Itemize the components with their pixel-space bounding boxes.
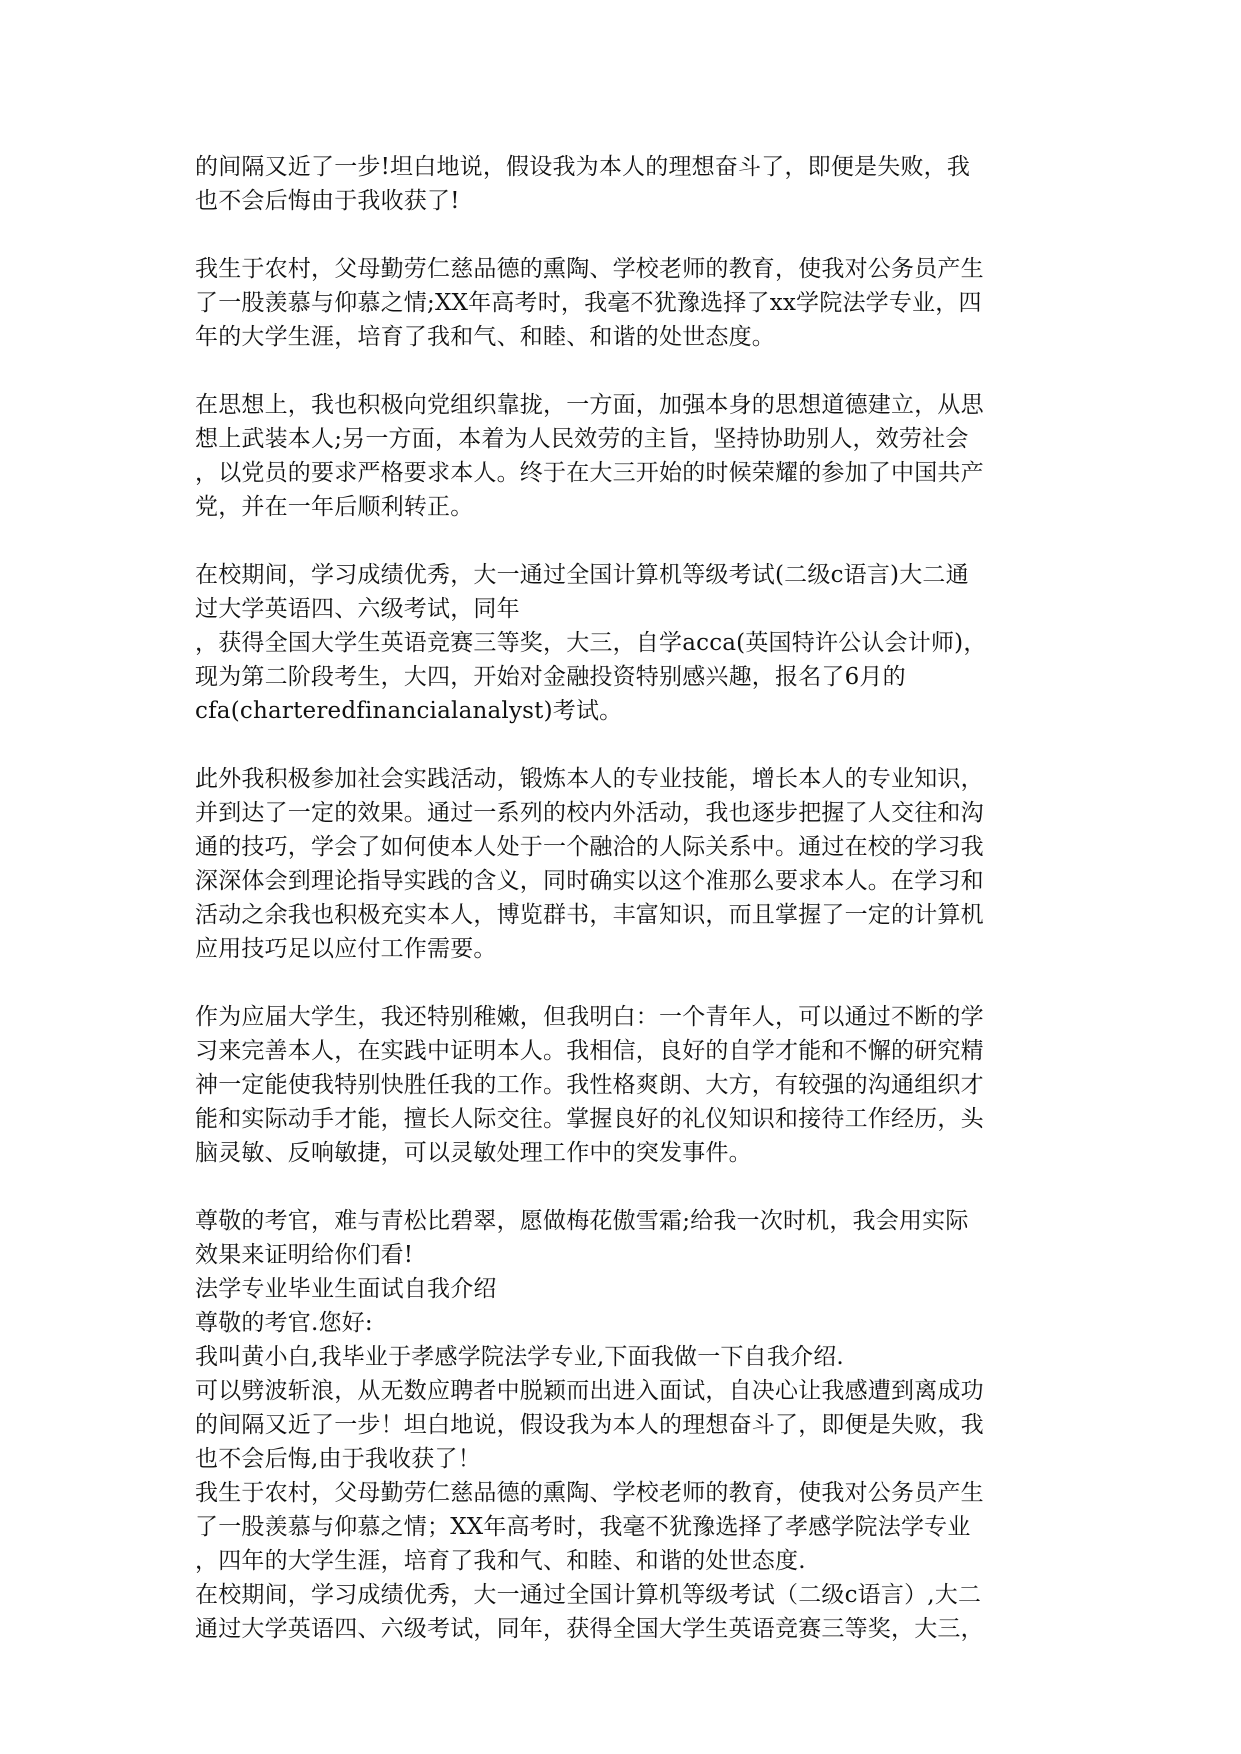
text-line: 也不会后悔,由于我收获了！ (195, 1446, 481, 1472)
text-line: 效果来证明给你们看! (195, 1242, 414, 1268)
text-line: 的间隔又近了一步！坦白地说，假设我为本人的理想奋斗了，即便是失败，我 (195, 1412, 984, 1438)
text-line: 在校期间，学习成绩优秀，大一通过全国计算机等级考试（二级c语言）,大二 (195, 1582, 982, 1608)
text-line: 应用技巧足以应付工作需要。 (195, 936, 497, 962)
text-line: ，获得全国大学生英语竞赛三等奖，大三，自学acca(英国特许公认会计师)， (195, 630, 987, 656)
text-line: 此外我积极参加社会实践活动，锻炼本人的专业技能，增长本人的专业知识， (195, 766, 984, 792)
text-line: 深深体会到理论指导实践的含义，同时确实以这个准那么要求本人。在学习和 (195, 868, 984, 894)
paragraph (195, 252, 1075, 354)
text-line: 过大学英语四、六级考试，同年 (195, 596, 520, 622)
text-line: 现为第二阶段考生，大四，开始对金融投资特别感兴趣，报名了6月的 (195, 664, 906, 690)
text-line: 党，并在一年后顺利转正。 (195, 494, 474, 520)
text-line: 也不会后悔由于我收获了! (195, 188, 460, 214)
text-line: 通过大学英语四、六级考试，同年，获得全国大学生英语竞赛三等奖，大三， (195, 1616, 984, 1642)
text-line: 想上武装本人;另一方面，本着为人民效劳的主旨，坚持协助别人，效劳社会 (195, 426, 969, 452)
text-line: 活动之余我也积极充实本人，博览群书，丰富知识，而且掌握了一定的计算机 (195, 902, 984, 928)
text-line: ，四年的大学生涯，培育了我和气、和睦、和谐的处世态度. (195, 1548, 806, 1574)
text-line: 年的大学生涯，培育了我和气、和睦、和谐的处世态度。 (195, 324, 775, 350)
text-line: 我叫黄小白,我毕业于孝感学院法学专业,下面我做一下自我介绍. (195, 1344, 844, 1370)
text-line: 的间隔又近了一步!坦白地说，假设我为本人的理想奋斗了，即便是失败，我 (195, 154, 971, 180)
text-line: 可以劈波斩浪，从无数应聘者中脱颖而出进入面试，自决心让我感遭到离成功 (195, 1378, 984, 1404)
text-line: 神一定能使我特别快胜任我的工作。我性格爽朗、大方，有较强的沟通组织才 (195, 1072, 984, 1098)
section-heading: 法学专业毕业生面试自我介绍 (195, 1276, 497, 1302)
paragraph (195, 558, 1075, 728)
paragraph (195, 762, 1075, 966)
text-line: 我生于农村，父母勤劳仁慈品德的熏陶、学校老师的教育，使我对公务员产生 (195, 256, 984, 282)
text-line: cfa(charteredfinancialanalyst)考试。 (195, 698, 623, 724)
text-line: 作为应届大学生，我还特别稚嫩，但我明白：一个青年人，可以通过不断的学 (195, 1004, 984, 1030)
paragraph (195, 150, 1075, 218)
salutation: 尊敬的考官.您好: (195, 1310, 373, 1336)
document-body (195, 150, 1075, 1646)
text-line: 在思想上，我也积极向党组织靠拢，一方面，加强本身的思想道德建立，从思 (195, 392, 984, 418)
text-line: 能和实际动手才能，擅长人际交往。掌握良好的礼仪知识和接待工作经历，头 (195, 1106, 984, 1132)
text-line: 了一股羡慕与仰慕之情；XX年高考时，我毫不犹豫选择了孝感学院法学专业 (195, 1514, 971, 1540)
text-line: 尊敬的考官，难与青松比碧翠，愿做梅花傲雪霜;给我一次时机，我会用实际 (195, 1208, 969, 1234)
paragraph (195, 1204, 1075, 1646)
text-line: 在校期间，学习成绩优秀，大一通过全国计算机等级考试(二级c语言)大二通 (195, 562, 969, 588)
text-line: ，以党员的要求严格要求本人。终于在大三开始的时候荣耀的参加了中国共产 (195, 460, 984, 486)
text-line: 通的技巧，学会了如何使本人处于一个融洽的人际关系中。通过在校的学习我 (195, 834, 984, 860)
text-line: 我生于农村，父母勤劳仁慈品德的熏陶、学校老师的教育，使我对公务员产生 (195, 1480, 984, 1506)
text-line: 了一股羡慕与仰慕之情;XX年高考时，我毫不犹豫选择了xx学院法学专业，四 (195, 290, 982, 316)
text-line: 并到达了一定的效果。通过一系列的校内外活动，我也逐步把握了人交往和沟 (195, 800, 984, 826)
text-line: 习来完善本人，在实践中证明本人。我相信，良好的自学才能和不懈的研究精 (195, 1038, 984, 1064)
paragraph (195, 388, 1075, 524)
paragraph (195, 1000, 1075, 1170)
text-line: 脑灵敏、反响敏捷，可以灵敏处理工作中的突发事件。 (195, 1140, 752, 1166)
